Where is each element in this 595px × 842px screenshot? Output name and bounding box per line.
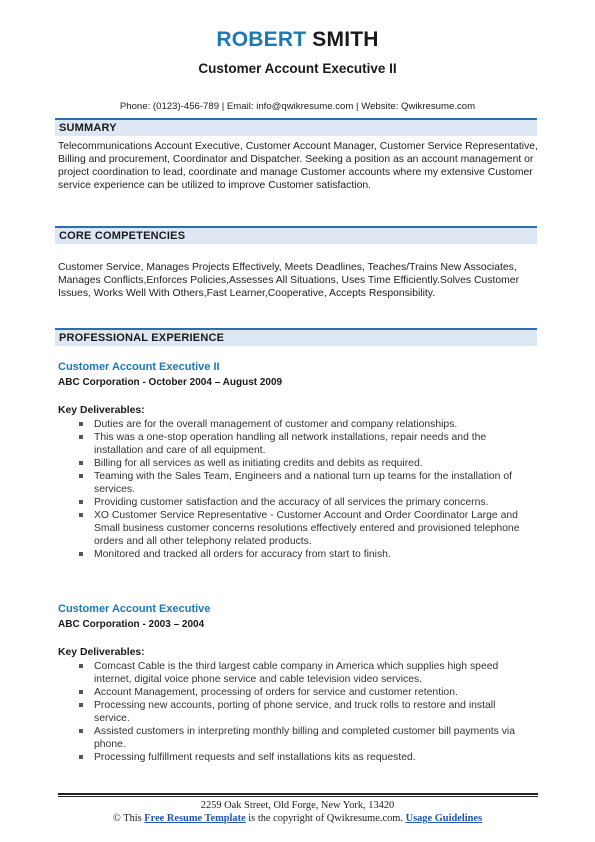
job-1-company: ABC Corporation - October 2004 – August 2009 [58,377,283,388]
list-item: Billing for all services as well as initiating credits and debits as required. [58,457,528,470]
list-item: Duties are for the overall management of customer and company relationships. [58,418,528,431]
list-item: XO Customer Service Representative - Customer Account and Order Coordinator Large and Small business customer concerns resolutions effectively entered and provisioned telephone orders and all other telephony related products. [58,509,528,548]
list-item: Monitored and tracked all orders for accuracy from start to finish. [58,548,528,561]
list-item: Processing fulfillment requests and self installations kits as requested. [58,751,528,764]
footer-divider [58,793,538,795]
copyright-middle: is the copyright of Qwikresume.com. [245,813,406,824]
list-item: This was a one-stop operation handling all network installations, repair needs and the installation and care of all equipment. [58,431,528,457]
first-name: ROBERT [216,28,307,51]
job-2-bullet-list [58,660,528,764]
list-item: Providing customer satisfaction and the accuracy of all services the primary concerns. [58,496,528,509]
footer-copyright [0,813,595,825]
summary-heading-bar [55,118,537,136]
footer-divider-thin [58,796,538,797]
list-item: Processing new accounts, porting of phone service, and truck rolls to restore and install service. [58,699,528,725]
list-item: Teaming with the Sales Team, Engineers and a national turn up teams for the installation of services. [58,470,528,496]
copyright-prefix: © This [112,813,145,824]
competencies-heading: CORE COMPETENCIES [59,230,186,242]
job-title: Customer Account Executive II [198,61,397,76]
job-1-title: Customer Account Executive II [58,361,220,373]
list-item: Comcast Cable is the third largest cable company in America which supplies high speed internet, digital voice phone service and cable television video services. [58,660,528,686]
experience-heading: PROFESSIONAL EXPERIENCE [59,332,225,344]
experience-heading-bar [55,328,537,346]
job-1-deliverables-label: Key Deliverables: [58,405,145,416]
job-2-deliverables-label: Key Deliverables: [58,647,145,658]
summary-heading: SUMMARY [59,122,117,134]
free-resume-template-link[interactable]: Free Resume Template [144,813,246,824]
footer-address: 2259 Oak Street, Old Forge, New York, 13420 [200,800,395,811]
summary-text: Telecommunications Account Executive, Customer Account Manager, Customer Service Representative, Billing and procurement, Coordinator and Dispatcher. Seeking a position as an account management or project coordination to lead, coordinate and manage Customer accounts where my extensive Customer service experience can be utilized to improve Customer satisfaction. [58,141,538,191]
last-name: SMITH [312,28,379,51]
list-item: Account Management, processing of orders for service and customer retention. [58,686,528,699]
competencies-text: Customer Service, Manages Projects Effectively, Meets Deadlines, Teaches/Trains New Associates, Manages Conflicts,Enforces Policies,Assesses All Situations, Uses Time Efficiently.Solves Customer Issues, Works Well With Others,Fast Learner,Cooperative, Accepts Responsibility. [58,262,520,299]
job-2-company: ABC Corporation - 2003 – 2004 [58,619,205,630]
job-1-bullet-list [58,418,528,561]
candidate-name [0,28,595,52]
competencies-heading-bar [55,226,537,244]
contact-line: Phone: (0123)-456-789 | Email: info@qwikresume.com | Website: Qwikresume.com [119,101,476,112]
list-item: Assisted customers in interpreting monthly billing and completed customer bill payments via phone. [58,725,528,751]
job-2-title: Customer Account Executive [58,603,211,615]
usage-guidelines-link[interactable]: Usage Guidelines [405,813,483,824]
